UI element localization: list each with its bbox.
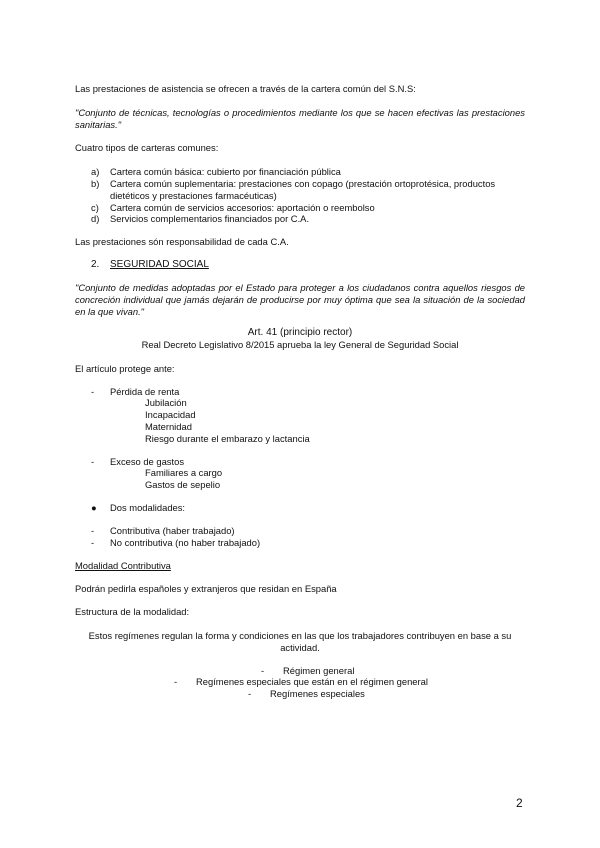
section-title: SEGURIDAD SOCIAL — [110, 259, 209, 270]
regimenes-description: Estos regímenes regulan la forma y condiciones en las que los trabajadores contribuyen en base a su actividad. — [88, 630, 512, 653]
list-item-text: Regímenes especiales que están en el régimen general — [196, 676, 428, 687]
perdida-item: Maternidad — [145, 421, 192, 432]
list-item-text: Contributiva (haber trabajado) — [110, 525, 235, 536]
intro-text: Las prestaciones de asistencia se ofrecen a través de la cartera común del S.N.S: — [75, 83, 416, 94]
section-number: 2. — [91, 259, 100, 270]
responsabilidad-text: Las prestaciones són responsabilidad de cada C.A. — [75, 236, 289, 247]
list-marker: - — [261, 665, 265, 676]
bullet-icon: ● — [91, 502, 97, 513]
list-marker: a) — [91, 166, 100, 177]
quote-seguridad-social: "Conjunto de medidas adoptadas por el Estado para proteger a los ciudadanos contra aquellos riesgos de concreción individual que jamás dejarán de producirse por muy óptima que sea la situación de la sociedad en la que vivan." — [75, 282, 525, 317]
protege-text: El artículo protege ante: — [75, 363, 175, 374]
list-item-text: Exceso de gastos — [110, 456, 185, 467]
exceso-item: Gastos de sepelio — [145, 479, 221, 490]
list-marker: c) — [91, 202, 99, 213]
perdida-item: Jubilación — [145, 397, 187, 408]
tipos-title: Cuatro tipos de carteras comunes: — [75, 142, 219, 153]
list-marker: d) — [91, 213, 100, 224]
regimen-item — [174, 676, 428, 688]
cartera-item-a — [91, 166, 341, 178]
cartera-item-d — [91, 213, 309, 225]
modalidad-item — [91, 537, 260, 549]
list-item-text: Cartera común suplementaria: prestaciones con copago (prestación ortoprotésica, productos — [110, 178, 496, 189]
list-marker: b) — [91, 178, 100, 189]
list-marker: - — [174, 676, 178, 687]
art-title: Art. 41 (principio rector) — [247, 327, 353, 338]
list-item-text: Cartera común de servicios accesorios: aportación o reembolso — [110, 202, 375, 213]
regimen-item — [248, 688, 365, 700]
modalidad-contributiva-heading: Modalidad Contributiva — [75, 560, 171, 571]
list-item-text: Régimen general — [283, 665, 355, 676]
list-marker: - — [91, 456, 95, 467]
list-item-text: No contributiva (no haber trabajado) — [110, 537, 261, 548]
cartera-item-b-cont: dietéticos y prestaciones farmacéuticas) — [110, 190, 277, 201]
list-item-text: Cartera común básica: cubierto por financiación pública — [110, 166, 341, 177]
list-marker: - — [248, 688, 252, 699]
list-item-text: Pérdida de renta — [110, 386, 180, 397]
list-marker: - — [91, 386, 95, 397]
exceso-item: Familiares a cargo — [145, 467, 223, 478]
list-item-text: Servicios complementarios financiados por C.A. — [110, 213, 310, 224]
perdida-item: Incapacidad — [145, 409, 196, 420]
art-decree: Real Decreto Legislativo 8/2015 aprueba la ley General de Seguridad Social — [141, 339, 459, 350]
modalidad-item — [91, 525, 235, 537]
list-item-text: Regímenes especiales — [270, 688, 365, 699]
list-marker: - — [91, 537, 95, 548]
list-marker: - — [91, 525, 95, 536]
modalidades-heading — [91, 502, 185, 514]
page-number: 2 — [516, 796, 523, 810]
perdida-item: Riesgo durante el embarazo y lactancia — [145, 433, 310, 444]
list-item-text: Dos modalidades: — [110, 502, 186, 513]
estructura-text: Estructura de la modalidad: — [75, 606, 190, 617]
quote-cartera: "Conjunto de técnicas, tecnologías o procedimientos mediante los que se hacen efectivas las prestaciones sanitarias." — [75, 107, 525, 130]
podran-text: Podrán pedirla españoles y extranjeros que residan en España — [75, 583, 337, 594]
section-heading — [91, 259, 209, 271]
cartera-item-b — [91, 178, 495, 190]
